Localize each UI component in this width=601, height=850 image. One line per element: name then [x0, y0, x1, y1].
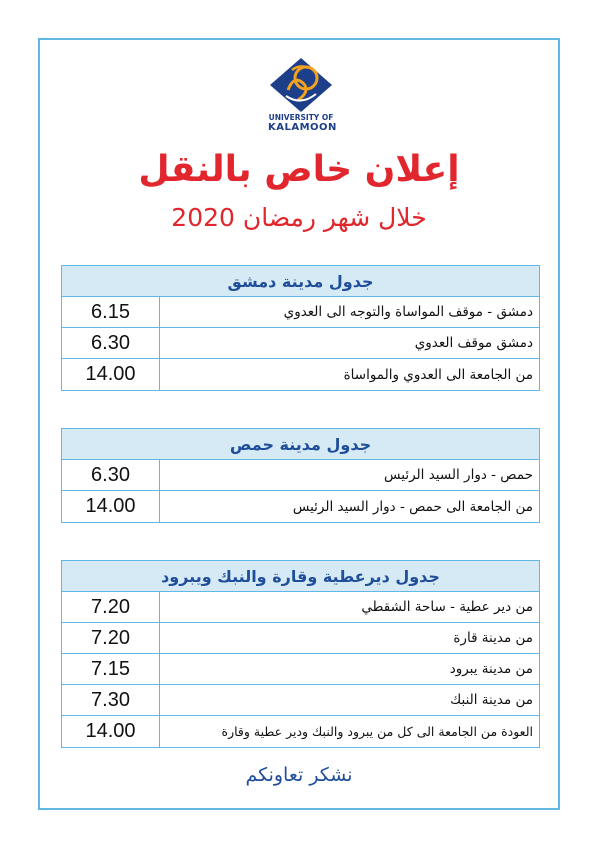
row-description: حمص - دوار السيد الرئيس: [384, 467, 533, 483]
row-description: من مدينة النبك: [450, 692, 533, 708]
row-time: 14.00: [62, 716, 160, 747]
table-row: [62, 359, 539, 390]
university-logo: [268, 56, 337, 134]
kalamoon-emblem-icon: [268, 56, 334, 114]
logo-line1: UNIVERSITY OF: [268, 113, 334, 122]
table-row: [62, 491, 539, 522]
schedule-table-deir-atiyah: [61, 560, 540, 748]
thanks-footer: نشكر تعاونكم: [245, 764, 353, 786]
row-description: من الجامعة الى العدوي والمواساة: [343, 366, 533, 383]
table-row: [62, 685, 539, 716]
schedule-table-homs: [61, 428, 540, 523]
row-description: من مدينة يبرود: [449, 661, 533, 677]
row-time: 7.30: [62, 685, 160, 715]
table-heading: جدول مدينة حمص: [62, 429, 539, 460]
table-heading: جدول ديرعطية وقارة والنبك ويبرود: [62, 561, 539, 592]
table-row: [62, 297, 539, 328]
row-description: من مدينة قارة: [453, 630, 533, 646]
table-row: [62, 328, 539, 359]
row-description: من الجامعة الى حمص - دوار السيد الرئيس: [292, 498, 533, 515]
row-time: 6.30: [62, 460, 160, 490]
row-time: 6.15: [62, 297, 160, 327]
row-description: من دير عطية - ساحة الشقطي: [361, 599, 533, 615]
row-description: دمشق موقف العدوي: [414, 335, 533, 351]
page-title: إعلان خاص بالنقل: [138, 149, 460, 190]
logo-line2: KALAMOON: [268, 122, 337, 133]
row-time: 14.00: [62, 491, 160, 522]
row-time: 7.20: [62, 623, 160, 653]
page-subtitle: خلال شهر رمضان 2020: [171, 203, 427, 232]
table-row: [62, 460, 539, 491]
row-time: 7.15: [62, 654, 160, 684]
table-row: [62, 654, 539, 685]
row-time: 7.20: [62, 592, 160, 622]
schedule-table-damascus: [61, 265, 540, 391]
table-row: [62, 623, 539, 654]
table-heading: جدول مدينة دمشق: [62, 266, 539, 297]
row-description: العودة من الجامعة الى كل من يبرود والنبك ودير عطية وقارة: [221, 724, 533, 739]
row-time: 6.30: [62, 328, 160, 358]
row-time: 14.00: [62, 359, 160, 390]
row-description: دمشق - موقف المواساة والتوجه الى العدوي: [283, 304, 533, 320]
table-row: [62, 592, 539, 623]
table-row: [62, 716, 539, 747]
